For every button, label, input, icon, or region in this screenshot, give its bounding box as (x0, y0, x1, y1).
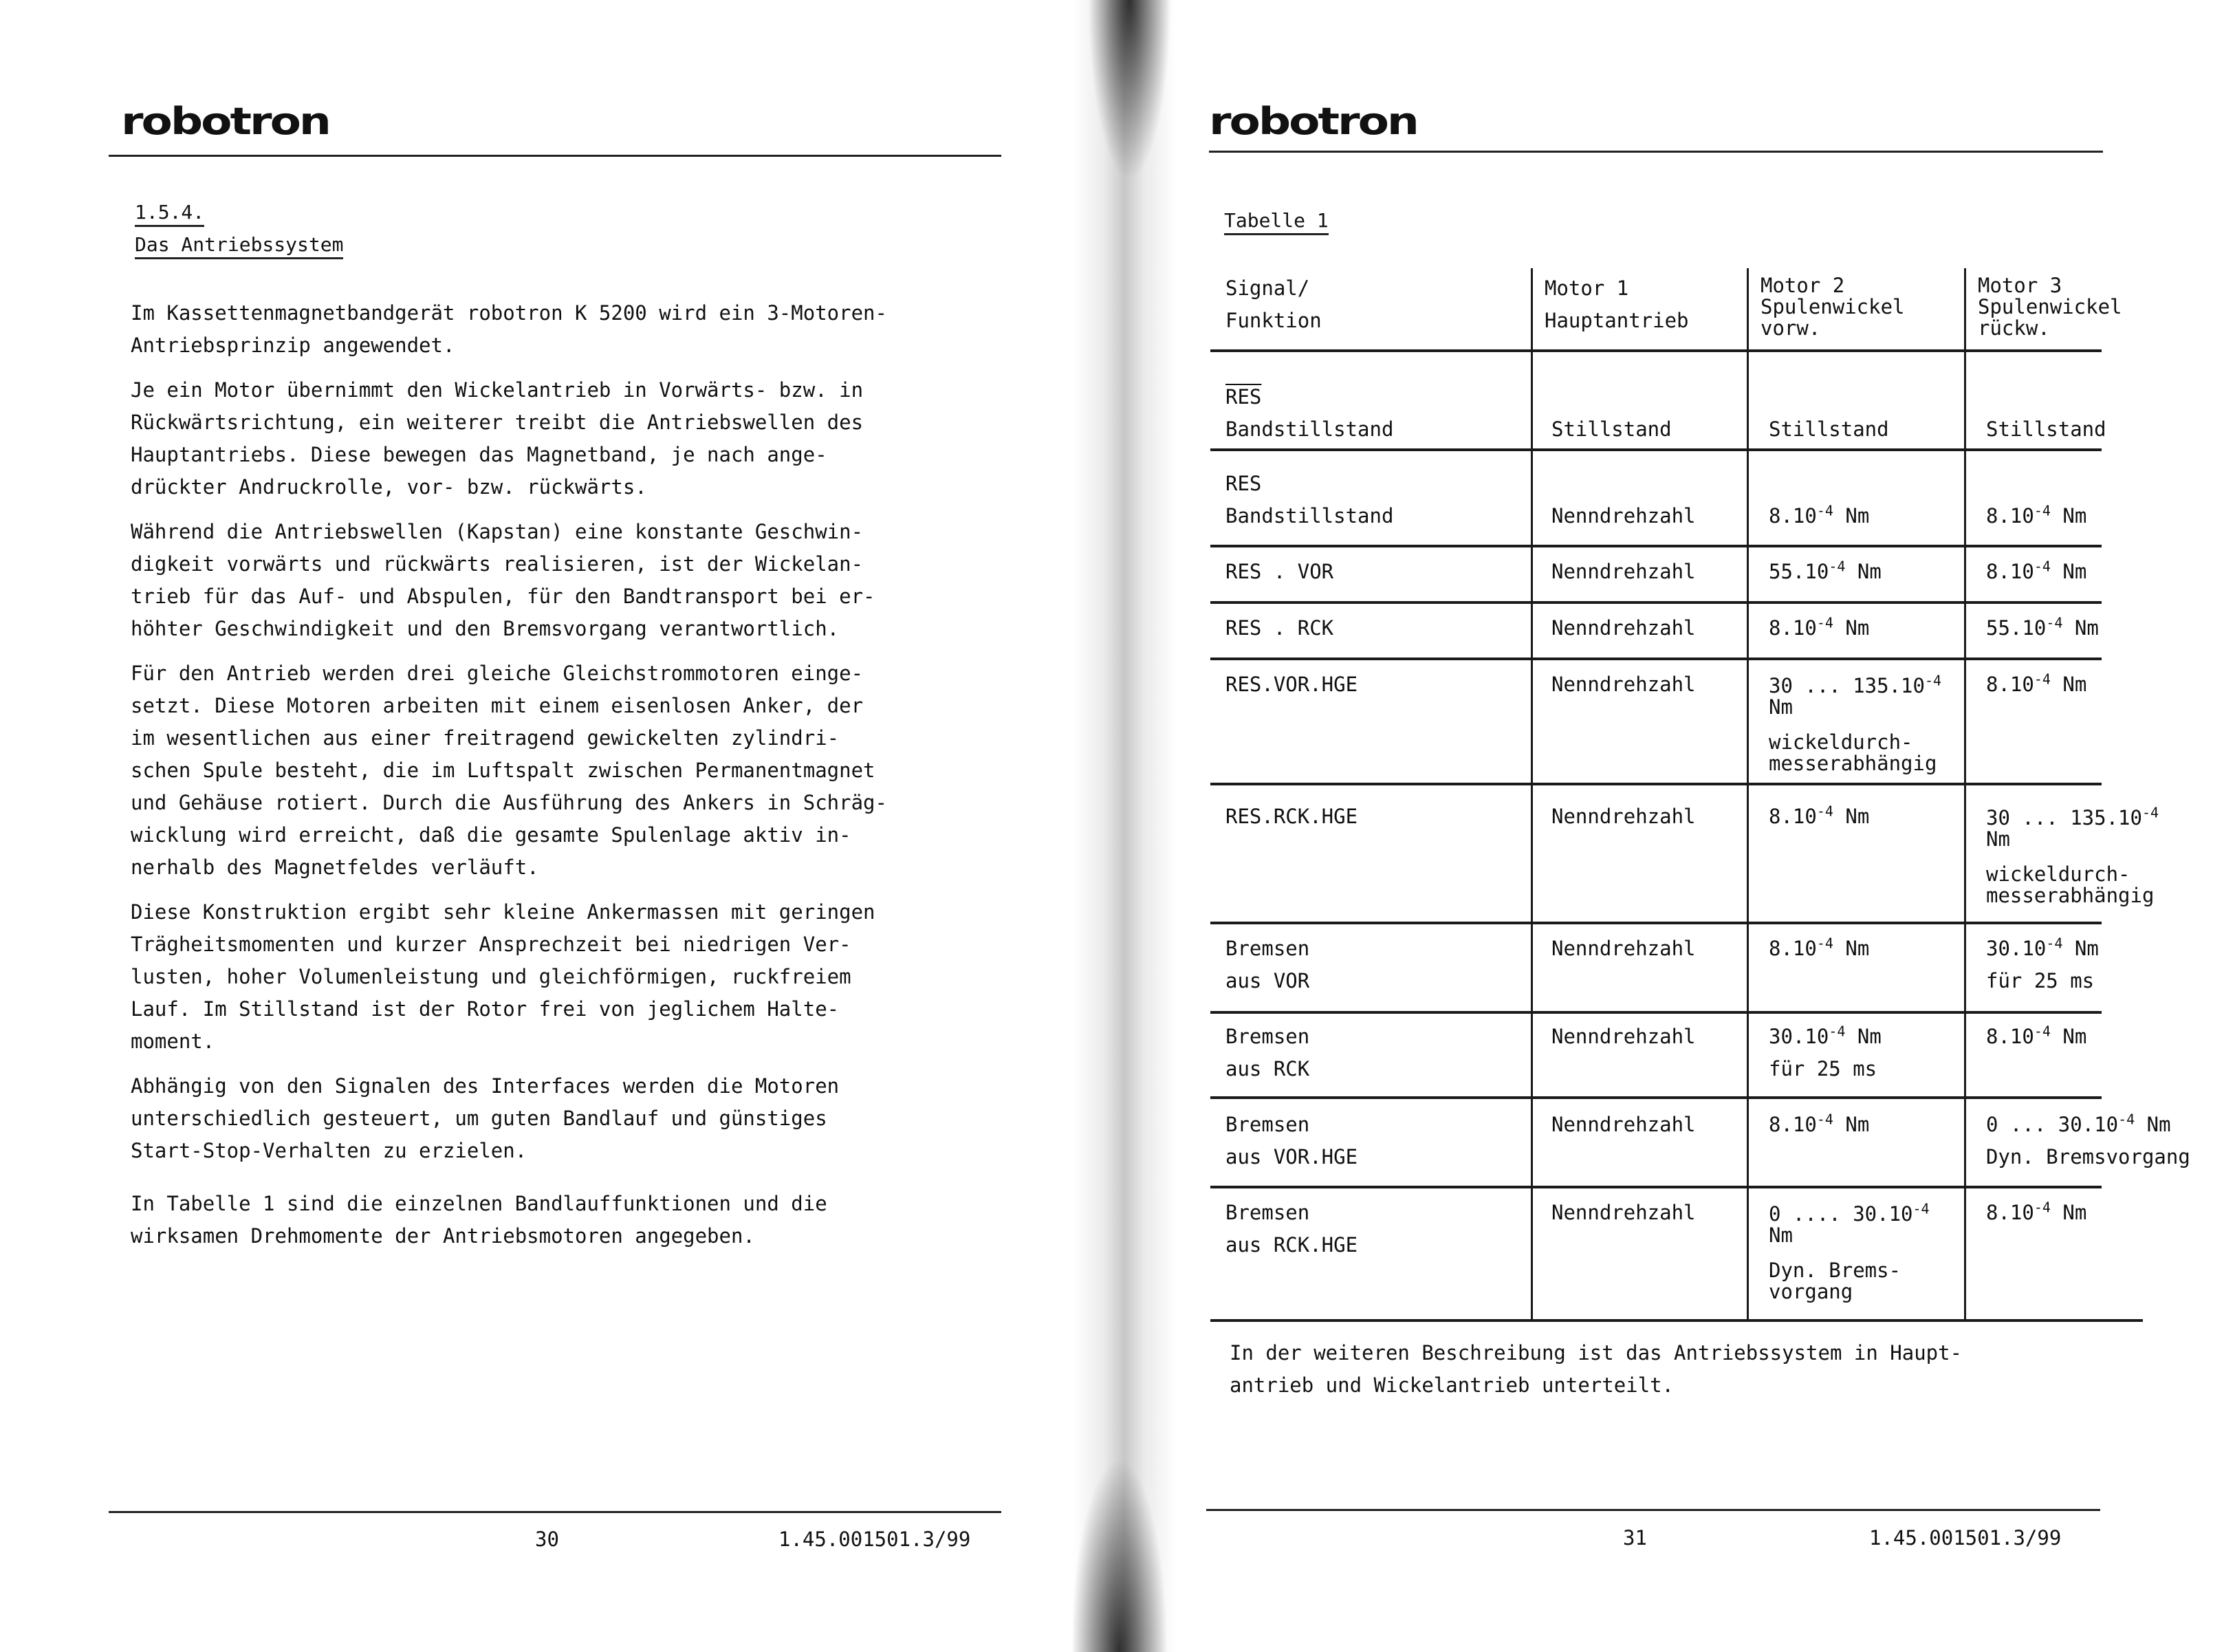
row-divider (1210, 545, 2102, 547)
header-motor-1: Motor 1 Hauptantrieb (1545, 276, 1689, 332)
header-motor-3: Motor 3 Spulenwickel rückw. (1978, 274, 2122, 340)
table-row-motor-2: $8.10^{-4}$ Nm (1769, 1111, 1870, 1136)
table-row-signal: Bremsen aus VOR.HGE (1225, 1113, 1358, 1169)
paragraph: In Tabelle 1 sind die einzelnen Bandlauffunktionen und die wirksamen Drehmomente der Antriebsmotoren angegeben. (131, 1192, 827, 1248)
table-row-signal: $\overline{RES}$ Bandstillstand (1225, 385, 1394, 441)
row-divider (1210, 1186, 2102, 1188)
table-row-motor-1: Nenndrehzahl (1551, 805, 1696, 828)
table-row-motor-1: Nenndrehzahl (1551, 616, 1696, 640)
table-row-motor-3: Stillstand (1986, 417, 2106, 441)
table-row-signal: RES.VOR.HGE (1225, 673, 1358, 696)
table-row-motor-2: 0 .... $30.10^{-4}$ Nm Dyn. Brems- vorgang (1769, 1200, 1930, 1303)
table-row-motor-2: $55.10^{-4}$ Nm (1769, 558, 1882, 583)
table-row-motor-3: 30 ... $135.10^{-4}$ Nm wickeldurch- messerabhängig (1986, 804, 2159, 907)
table-row-motor-2: $8.10^{-4}$ Nm (1769, 502, 1870, 528)
table-row-motor-2: $8.10^{-4}$ Nm (1769, 614, 1870, 640)
column-divider (1964, 268, 1966, 1319)
row-divider (1210, 783, 2102, 785)
table-row-motor-1: Nenndrehzahl (1551, 937, 1696, 960)
table-row-motor-2: $8.10^{-4}$ Nm (1769, 803, 1870, 828)
paragraph: Diese Konstruktion ergibt sehr kleine Ankermassen mit geringen Trägheitsmomenten und kurzer Ansprechzeit bei niedrigen Ver- lusten, hoher Volumenleistung und gleichförmigen, ruckfreiem Lauf. Im Stillstand ist der Rotor frei von jeglichem Halte- moment. (131, 900, 875, 1053)
footer-rule (109, 1511, 1001, 1513)
section-number: 1.5.4. (135, 203, 204, 227)
paragraph: Im Kassettenmagnetbandgerät robotron K 5200 wird ein 3-Motoren- Antriebsprinzip angewendet. (131, 301, 887, 357)
table-row-motor-2: Stillstand (1769, 417, 1889, 441)
section-title: Das Antriebssystem (135, 235, 343, 259)
table-row-signal: RES . RCK (1225, 616, 1334, 640)
table-row-motor-3: $8.10^{-4}$ Nm (1986, 1023, 2087, 1048)
header-rule (109, 155, 1001, 157)
table-row-motor-1: Nenndrehzahl (1551, 504, 1696, 528)
table-row-signal: Bremsen aus RCK.HGE (1225, 1201, 1358, 1257)
paragraph: Abhängig von den Signalen des Interfaces werden die Motoren unterschiedlich gesteuert, um guten Bandlauf und günstiges Start-Stop-Verhalten zu erzielen. (131, 1074, 840, 1162)
table-row-motor-3: $8.10^{-4}$ Nm (1986, 558, 2087, 583)
header-signal: Signal/ Funktion (1225, 276, 1322, 332)
after-table-text: In der weiteren Beschreibung ist das Antriebssystem in Haupt- antrieb und Wickelantrieb unterteilt. (1230, 1341, 1963, 1397)
table-row-motor-3: $30.10^{-4}$ Nm für 25 ms (1986, 935, 2099, 992)
table-row-motor-1: Nenndrehzahl (1551, 1201, 1696, 1224)
table-row-motor-3: $8.10^{-4}$ Nm (1986, 1199, 2087, 1224)
column-divider (1531, 268, 1533, 1319)
row-divider (1210, 1011, 2102, 1014)
table-row-motor-1: Nenndrehzahl (1551, 560, 1696, 583)
table-row-motor-3: 0 ... $30.10^{-4}$ Nm Dyn. Bremsvorgang (1986, 1111, 2190, 1169)
paragraph: Je ein Motor übernimmt den Wickelantrieb in Vorwärts- bzw. in Rückwärtsrichtung, ein weiterer treibt die Antriebswellen des Hauptantriebs. Diese bewegen das Magnetband, je nach ange- drückter Andruckrolle, vor- bzw. rückwärts. (131, 378, 864, 499)
table-caption: Tabelle 1 (1224, 211, 1329, 235)
document-number: 1.45.001501.3/99 (778, 1528, 971, 1551)
body-text (131, 297, 1025, 1265)
table-row-motor-3: $8.10^{-4}$ Nm (1986, 671, 2087, 696)
row-divider (1210, 922, 2102, 924)
table-row-motor-1: Nenndrehzahl (1551, 673, 1696, 696)
table-row-motor-2: $8.10^{-4}$ Nm (1769, 935, 1870, 960)
table-row-motor-3: $55.10^{-4}$ Nm (1986, 614, 2099, 640)
header-rule (1209, 151, 2103, 153)
robotron-logo: robotron (121, 100, 329, 144)
table-row-signal: Bremsen aus VOR (1225, 937, 1310, 992)
table-row-motor-2: $30.10^{-4}$ Nm für 25 ms (1769, 1023, 1882, 1080)
row-divider (1210, 1319, 2143, 1322)
table-row-motor-1: Nenndrehzahl (1551, 1025, 1696, 1048)
document-number: 1.45.001501.3/99 (1869, 1526, 2062, 1550)
table-row-signal: RES Bandstillstand (1225, 472, 1394, 528)
page-number: 31 (1623, 1526, 1647, 1550)
page-number: 30 (535, 1528, 559, 1551)
paragraph: Während die Antriebswellen (Kapstan) eine konstante Geschwin- digkeit vorwärts und rückwärts realisieren, ist der Wickelan- trieb für das Auf- und Abspulen, für den Bandtransport bei er- höhter Geschwindigkeit und den Bremsvorgang verantwortlich. (131, 520, 875, 640)
robotron-logo: robotron (1209, 100, 1417, 144)
paragraph: Für den Antrieb werden drei gleiche Gleichstrommotoren einge- setzt. Diese Motoren arbeiten mit einem eisenlosen Anker, der im wesentlichen aus einer freitragend gewickelten zylindri- schen Spule besteht, die im Luftspalt zwischen Permanentmagnet und Gehäuse rotiert. Durch die Ausführung des Ankers in Schräg- wicklung wird erreicht, daß die gesamte Spulenlage aktiv in- nerhalb des Magnetfeldes verläuft. (131, 662, 887, 879)
table-row-motor-1: Stillstand (1551, 417, 1672, 441)
row-divider (1210, 448, 2102, 451)
table-row-motor-1: Nenndrehzahl (1551, 1113, 1696, 1136)
row-divider (1210, 601, 2102, 604)
row-divider (1210, 1096, 2102, 1099)
header-motor-2: Motor 2 Spulenwickel vorw. (1760, 274, 1905, 340)
table-row-motor-2: 30 ... $135.10^{-4}$ Nm wickeldurch- messerabhängig (1769, 672, 1942, 775)
page-31 (1114, 0, 2213, 1652)
footer-rule (1206, 1509, 2100, 1511)
column-divider (1747, 268, 1749, 1319)
row-divider (1210, 657, 2102, 660)
row-divider (1210, 349, 2102, 352)
table-row-signal: RES.RCK.HGE (1225, 805, 1358, 828)
page-30 (0, 0, 1087, 1652)
table-row-motor-3: $8.10^{-4}$ Nm (1986, 502, 2087, 528)
table-row-signal: Bremsen aus RCK (1225, 1025, 1310, 1080)
table-row-signal: RES . VOR (1225, 560, 1334, 583)
